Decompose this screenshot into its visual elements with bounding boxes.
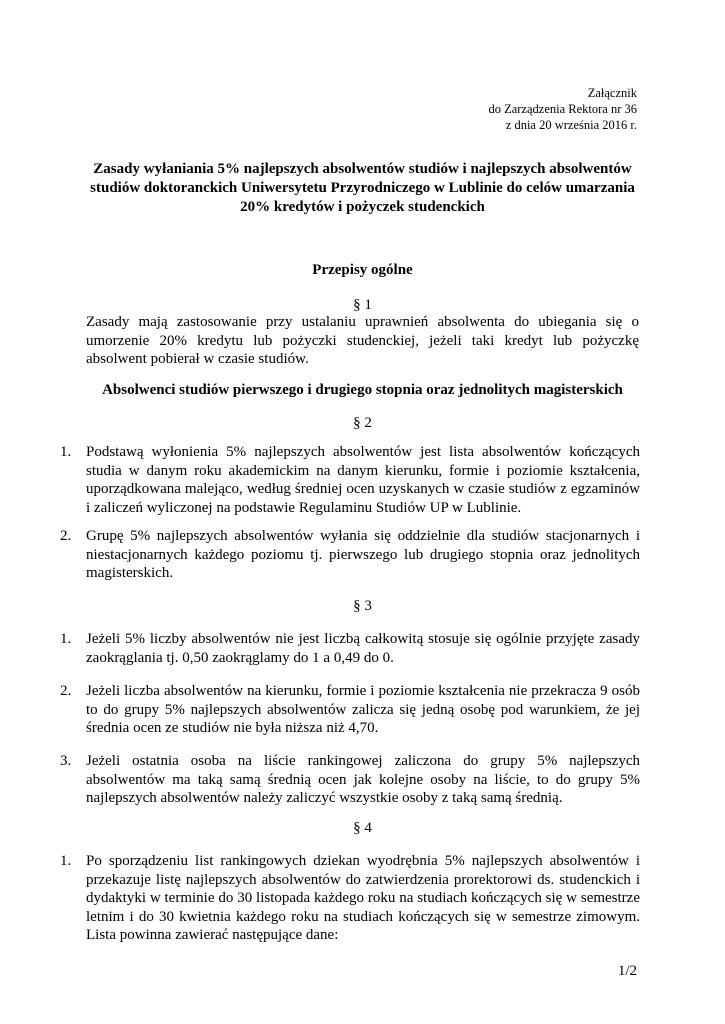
list-item-number: 1. xyxy=(60,631,72,647)
paragraph-1-text: Zasady mają zastosowanie przy ustalaniu uprawnień absolwenta do ubiegania się o umorzenie 20% kredytu lub pożyczki studenckiej, jeżeli taki kredyt lub pożyczkę absolwent pobierał w czasie studiów. xyxy=(86,314,639,367)
list-item-text: Jeżeli ostatnia osoba na liście rankingowej zaliczona do grupy 5% najlepszych absolwentów ma taką samą średnią ocen jak kolejne osoby na liście, to do grupy 5% najlepszych absolwentów należy zaliczyć wszystkie osoby z taką samą średnią. xyxy=(86,753,640,806)
list-item xyxy=(60,682,640,738)
list-item xyxy=(60,443,640,517)
list-item-text: Jeżeli 5% liczby absolwentów nie jest liczbą całkowitą stosuje się ogólnie przyjęte zasady zaokrąglania tj. 0,50 zaokrąglamy do 1 a 0,49 do 0. xyxy=(86,631,640,666)
list-item-number: 1. xyxy=(60,444,72,460)
list-item-text: Po sporządzeniu list rankingowych dziekan wyodrębnia 5% najlepszych absolwentów i przekazuje listę najlepszych absolwentów do zatwierdzenia prorektorowi ds. studenckich i dydaktyki w terminie do 30 listopada każdego roku na studiach kończących się w semestrze letnim i do 30 kwietnia każdego roku na studiach kończących się w semestrze zimowym. Lista powinna zawierać następujące dane: xyxy=(86,853,640,943)
list-item-text: Grupę 5% najlepszych absolwentów wyłania się oddzielnie dla studiów stacjonarnych i niestacjonarnych każdego poziomu tj. pierwszego lub drugiego stopnia oraz jednolitych magisterskich. xyxy=(86,528,640,581)
list-item-number: 2. xyxy=(60,528,72,544)
paragraph-mark-1: § 1 xyxy=(353,297,372,313)
paragraph-mark-4: § 4 xyxy=(353,820,372,836)
page-number: 1/2 xyxy=(617,963,637,979)
paragraph-mark-2: § 2 xyxy=(353,415,372,431)
annex-date: z dnia 20 września 2016 r. xyxy=(505,118,637,132)
list-item-text: Podstawą wyłonienia 5% najlepszych absolwentów jest lista absolwentów kończących studia w danym roku akademickim na danym kierunku, formie i poziomie kształcenia, uporządkowana malejąco, według średniej ocen uzyskanych w czasie studiów z egzaminów i zaliczeń wyliczonej na podstawie Regulaminu Studiów UP w Lublinie. xyxy=(86,444,640,516)
document-title: Zasady wyłaniania 5% najlepszych absolwentów studiów i najlepszych absolwentów studiów doktoranckich Uniwersytetu Przyrodniczego w Lublinie do celów umarzania 20% kredytów i pożyczek studenckich xyxy=(90,161,635,215)
list-item xyxy=(60,752,640,808)
annex-header xyxy=(488,85,637,133)
annex-label: Załącznik xyxy=(587,86,637,100)
list-item xyxy=(60,527,640,583)
section-heading-general: Przepisy ogólne xyxy=(312,262,413,278)
annex-ordinance: do Zarządzenia Rektora nr 36 xyxy=(488,102,637,116)
paragraph-mark-3: § 3 xyxy=(353,598,372,614)
list-item-text: Jeżeli liczba absolwentów na kierunku, formie i poziomie kształcenia nie przekracza 9 osób to do grupy 5% najlepszych absolwentów zalicza się jedną osobę pod warunkiem, że jej średnia ocen ze studiów nie była niższa niż 4,70. xyxy=(86,683,640,736)
list-item-number: 1. xyxy=(60,853,72,869)
list-item-number: 3. xyxy=(60,753,72,769)
list-item xyxy=(60,630,640,667)
section-heading-graduates: Absolwenci studiów pierwszego i drugiego stopnia oraz jednolitych magisterskich xyxy=(102,382,623,398)
list-item-number: 2. xyxy=(60,683,72,699)
list-item xyxy=(60,852,640,945)
